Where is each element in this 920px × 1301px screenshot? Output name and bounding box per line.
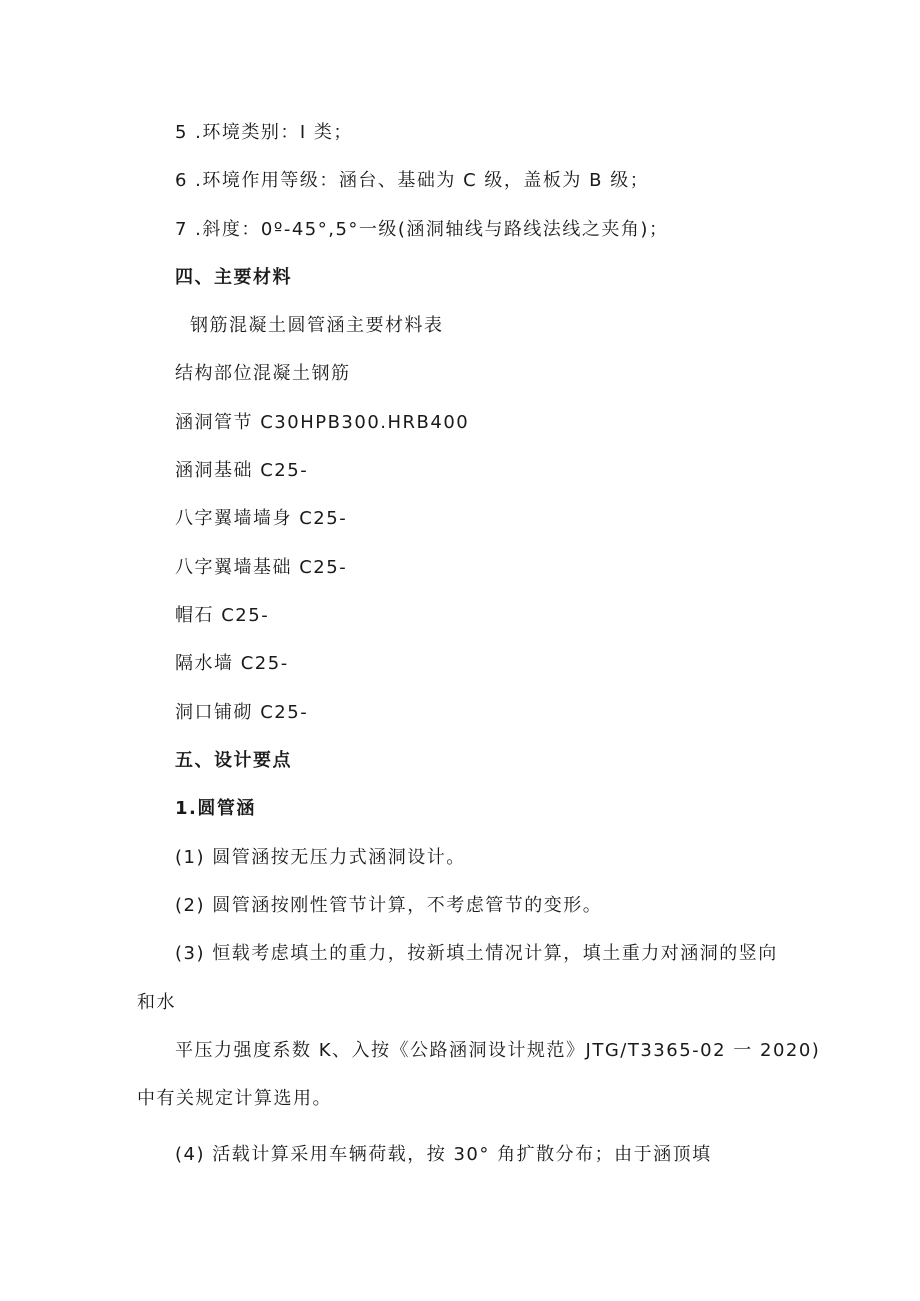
design-point-1: (1) 圆管涵按无压力式涵洞设计。 [175, 847, 466, 868]
design-point-3: (3) 恒载考虑填土的重力，按新填土情况计算，填土重力对涵洞的竖向 [175, 943, 778, 964]
section-heading-design-points: 五、设计要点 [175, 750, 292, 771]
materials-table-title: 钢筋混凝土圆管涵主要材料表 [190, 315, 444, 336]
subheading-round-pipe-culvert: 1.圆管涵 [175, 798, 256, 819]
design-point-3-continued: 和水 [137, 992, 176, 1013]
materials-row-wingwall-foundation: 八字翼墙基础 C25- [175, 557, 348, 578]
item-7-skew-angle: 7 .斜度：0º-45°,5°一级(涵洞轴线与路线法线之夹角)； [175, 219, 669, 240]
materials-row-cutoff-wall: 隔水墙 C25- [175, 653, 289, 674]
materials-row-portal-paving: 洞口铺砌 C25- [175, 702, 309, 723]
design-point-4: (4) 活载计算采用车辆荷载，按 30° 角扩散分布；由于涵顶填 [175, 1144, 712, 1165]
design-point-2: (2) 圆管涵按刚性管节计算，不考虑管节的变形。 [175, 895, 603, 916]
item-6-environment-action-level: 6 .环境作用等级：涵台、基础为 C 级，盖板为 B 级； [175, 170, 650, 191]
design-point-3-paragraph: 平压力强度系数 K、入按《公路涵洞设计规范》JTG/T3365-02 一 2020) [175, 1040, 821, 1061]
materials-row-culvert-foundation: 涵洞基础 C25- [175, 460, 309, 481]
item-5-environment-category: 5 .环境类别：I 类； [175, 122, 353, 143]
design-point-3-paragraph-end: 中有关规定计算选用。 [137, 1088, 332, 1109]
materials-row-culvert-pipe: 涵洞管节 C30HPB300.HRB400 [175, 412, 470, 433]
materials-table-header: 结构部位混凝土钢筋 [175, 363, 351, 384]
materials-row-wingwall-body: 八字翼墙墙身 C25- [175, 508, 348, 529]
section-heading-main-materials: 四、主要材料 [175, 267, 292, 288]
materials-row-cap-stone: 帽石 C25- [175, 605, 270, 626]
